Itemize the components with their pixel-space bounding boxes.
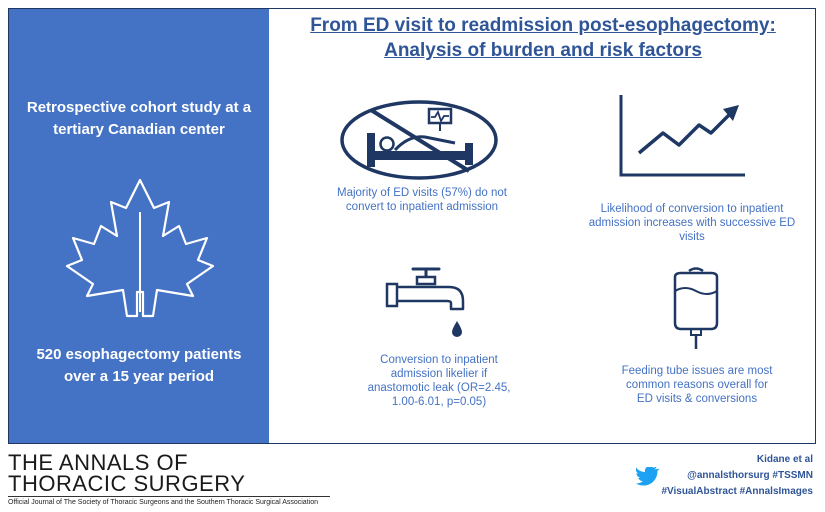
maple-leaf-icon <box>57 174 223 334</box>
journal-divider <box>8 496 330 497</box>
visual-abstract <box>8 8 816 444</box>
hashtags: #VisualAbstract #AnnalsImages <box>661 486 813 497</box>
finding-3-line: Conversion to inpatient <box>380 354 498 366</box>
author-credit: Kidane et al <box>756 454 813 465</box>
left-panel <box>9 9 269 443</box>
no-hospital-bed-icon <box>339 99 499 181</box>
patients-line2: over a 15 year period <box>63 368 215 385</box>
twitter-bird-icon <box>636 467 660 487</box>
study-design-line2: tertiary Canadian center <box>53 121 225 138</box>
rising-trend-chart-icon <box>615 95 749 179</box>
finding-3-line: 1.00-6.01, p=0.05) <box>391 396 487 408</box>
finding-2-line: admission increases with successive ED <box>588 217 796 229</box>
leaking-faucet-icon <box>383 263 473 345</box>
journal-name-line2: THORACIC SURGERY <box>8 471 246 496</box>
finding-2-caption <box>583 202 801 244</box>
finding-1-line: Majority of ED visits (57%) do not <box>336 187 507 199</box>
feeding-bag-icon <box>669 267 723 351</box>
title-line2: Analysis of burden and risk factors <box>384 40 702 61</box>
finding-1-line: convert to inpatient admission <box>345 201 499 213</box>
finding-1-caption <box>327 186 517 214</box>
finding-4-caption <box>607 364 787 406</box>
finding-2-line: visits <box>679 231 705 243</box>
study-design-line1: Retrospective cohort study at a <box>26 99 252 116</box>
title-line1: From ED visit to readmission post-esophagectomy: <box>310 15 776 36</box>
finding-3-line: anastomotic leak (OR=2.45, <box>367 382 511 394</box>
journal-name-line1: THE ANNALS OF <box>8 450 189 475</box>
journal-handle: @annalsthorsurg #TSSMN <box>687 470 813 481</box>
credits <box>661 452 813 500</box>
finding-3-line: admission likelier if <box>390 368 488 380</box>
finding-4-line: Feeding tube issues are most <box>621 365 773 377</box>
finding-4-line: common reasons overall for <box>626 379 768 391</box>
finding-3-caption <box>359 353 519 409</box>
patients-line1: 520 esophagectomy patients <box>36 346 242 363</box>
abstract-title <box>271 13 815 63</box>
finding-4-line: ED visits & conversions <box>636 393 758 405</box>
journal-subtitle: Official Journal of The Society of Thoracic Surgeons and the Southern Thoracic Surgical Association <box>8 499 318 506</box>
finding-2-line: Likelihood of conversion to inpatient <box>600 203 784 215</box>
